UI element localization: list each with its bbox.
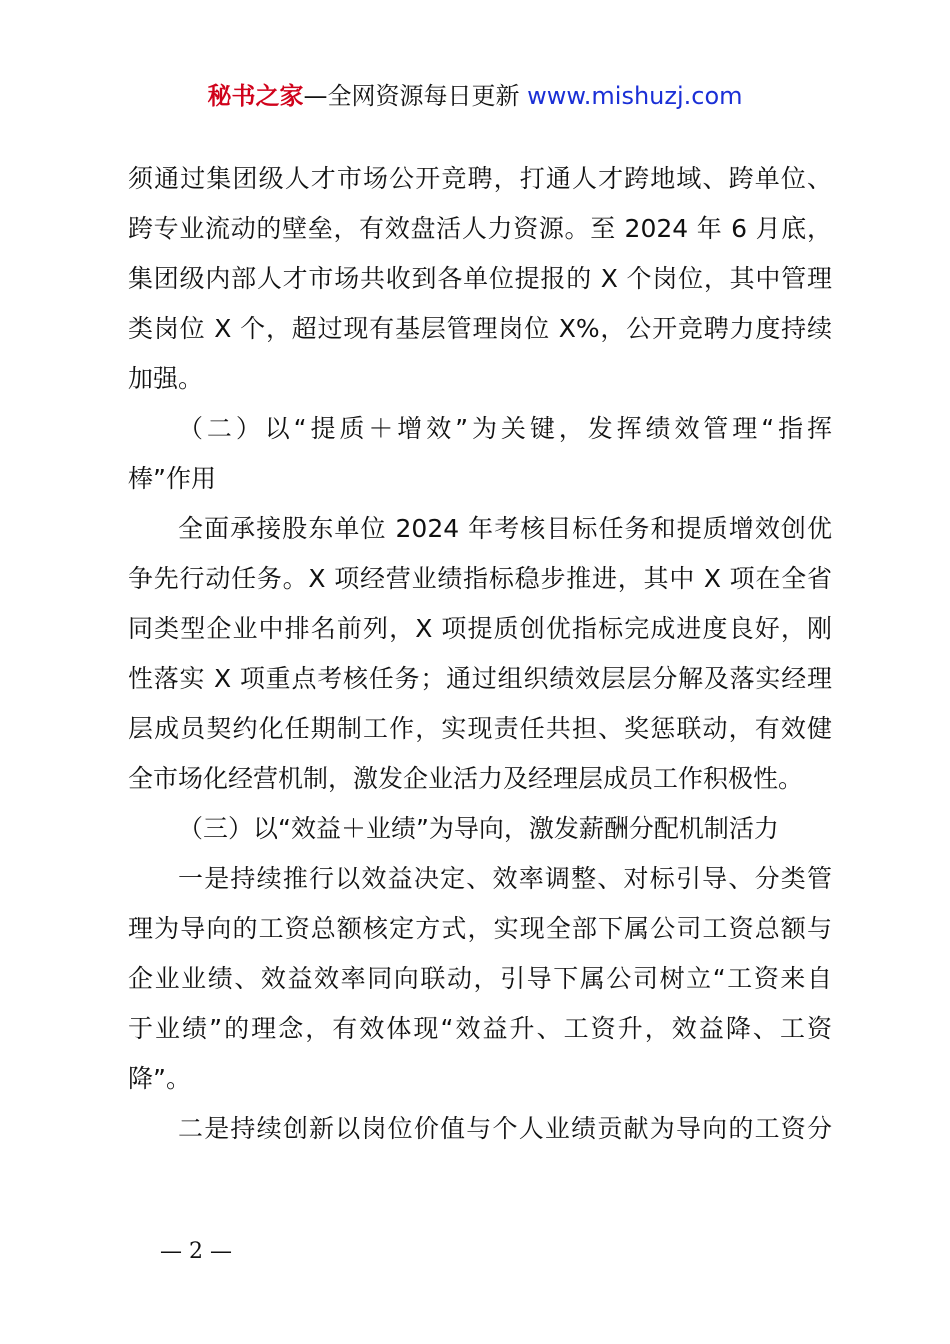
body-line: 争先行动任务。X 项经营业绩指标稳步推进，其中 X 项在全省 — [128, 564, 832, 593]
body-line: 一是持续推行以效益决定、效率调整、对标引导、分类管 — [178, 864, 832, 893]
document-body — [128, 154, 832, 1154]
body-line: 性落实 X 项重点考核任务；通过组织绩效层层分解及落实经理 — [128, 664, 832, 693]
body-line: 于业绩”的理念，有效体现“效益升、工资升，效益降、工资 — [128, 1014, 832, 1043]
body-line: 同类型企业中排名前列，X 项提质创优指标完成进度良好，刚 — [128, 614, 832, 643]
header-url-link[interactable]: www.mishuzj.com — [527, 82, 743, 110]
body-line: 二是持续创新以岗位价值与个人业绩贡献为导向的工资分 — [178, 1114, 832, 1143]
body-line: 全面承接股东单位 2024 年考核目标任务和提质增效创优 — [178, 514, 832, 543]
page-number: — 2 — — [160, 1239, 232, 1264]
body-line: 全市场化经营机制，激发企业活力及经理层成员工作积极性。 — [128, 764, 804, 793]
body-line: 加强。 — [128, 364, 204, 393]
body-line: 类岗位 X 个，超过现有基层管理岗位 X%，公开竞聘力度持续 — [128, 314, 832, 343]
body-line: 层成员契约化任期制工作，实现责任共担、奖惩联动，有效健 — [128, 714, 832, 743]
body-line: 降”。 — [128, 1064, 191, 1093]
header-brand: 秘书之家 — [207, 82, 304, 110]
header-tagline: —全网资源每日更新 — [303, 82, 520, 110]
body-line: 集团级内部人才市场共收到各单位提报的 X 个岗位，其中管理 — [128, 264, 832, 293]
body-line: 须通过集团级人才市场公开竞聘，打通人才跨地域、跨单位、 — [128, 164, 832, 193]
section-heading-2-cont: 棒”作用 — [128, 464, 216, 493]
body-line: 企业业绩、效益效率同向联动，引导下属公司树立“工资来自 — [128, 964, 832, 993]
section-heading-2: （二）以“提质＋增效”为关键，发挥绩效管理“指挥 — [178, 414, 832, 443]
body-line: 跨专业流动的壁垒，有效盘活人力资源。至 2024 年 6 月底， — [128, 214, 832, 243]
site-header — [0, 80, 950, 112]
body-line: 理为导向的工资总额核定方式，实现全部下属公司工资总额与 — [128, 914, 832, 943]
section-heading-3: （三）以“效益＋业绩”为导向，激发薪酬分配机制活力 — [178, 814, 779, 843]
